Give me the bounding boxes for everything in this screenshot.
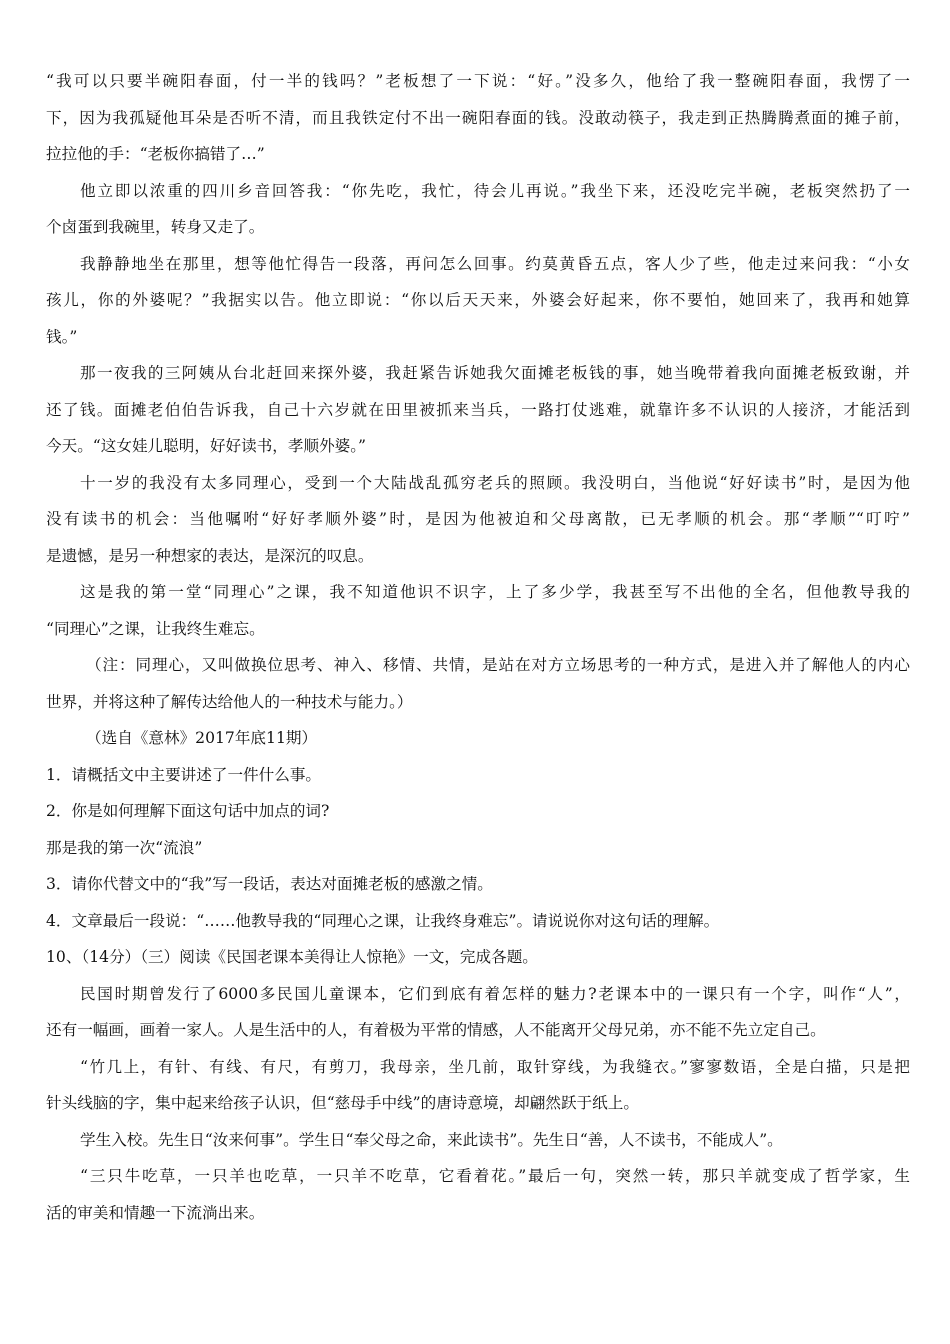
story-note	[46, 647, 910, 720]
text-line: 没有读书的机会：当他嘱咐“好好孝顺外婆”时，是因为他被迫和父母离散，已无孝顺的机会。那“孝顺”“叮咛”	[46, 510, 910, 528]
text-line: “我可以只要半碗阳春面，付一半的钱吗？”老板想了一下说：“好。”没多久，他给了我一整碗阳春面，我愣了一	[46, 72, 910, 90]
question-1: 1．请概括文中主要讲述了一件什么事。	[46, 765, 322, 784]
text-line: “三只牛吃草，一只羊也吃草，一只羊不吃草，它看着花。”最后一句，突然一转，那只羊就变成了哲学家，生	[80, 1167, 910, 1185]
source-citation: （选自《意林》2017年底11期）	[86, 729, 318, 747]
text-line: “竹几上，有针、有线、有尺，有剪刀，我母亲，坐几前，取针穿线，为我缝衣。”寥寥数语，全是白描，只是把	[80, 1057, 910, 1076]
article-paragraph-3	[46, 1122, 910, 1159]
article-paragraph-2	[46, 1049, 910, 1122]
text-line: （注：同理心，又叫做换位思考、神入、移情、共情，是站在对方立场思考的一种方式，是进入并了解他人的内心	[86, 656, 910, 674]
story-paragraph-5	[46, 465, 910, 575]
text-line: “同理心”之课，让我终生难忘。	[46, 619, 265, 638]
text-line: 孩儿，你的外婆呢？”我据实以告。他立即说：“你以后天天来，外婆会好起来，你不要怕，她回来了，我再和她算	[46, 291, 910, 309]
story-paragraph-6	[46, 574, 910, 647]
story-paragraph-3	[46, 246, 910, 356]
question-4: 4．文章最后一段说：“……他教导我的“同理心之课，让我终身难忘”。请说说你对这句话的理解。	[46, 911, 720, 930]
question-2: 2．你是如何理解下面这句话中加点的词?	[46, 802, 330, 820]
text-line: 这是我的第一堂“同理心”之课，我不知道他识不识字，上了多少学，我甚至写不出他的全名，但他教导我的	[80, 583, 910, 601]
text-line: 钱。”	[46, 327, 78, 346]
article-paragraph-4	[46, 1158, 910, 1231]
text-line: 学生入校。先生日“汝来何事”。学生日“奉父母之命，来此读书”。先生日“善，人不读书，不能成人”。	[80, 1130, 783, 1149]
text-line: 我静静地坐在那里，想等他忙得告一段落，再问怎么回事。约莫黄昏五点，客人少了些，他走过来问我：“小女	[80, 254, 910, 273]
question-2-quote: 那是我的第一次“流浪”	[46, 838, 203, 857]
question-3: 3．请你代替文中的“我”写一段话，表达对面摊老板的感激之情。	[46, 875, 493, 893]
text-line: 十一岁的我没有太多同理心，受到一个大陆战乱孤穷老兵的照顾。我没明白，当他说“好好读书”时，是因为他	[80, 473, 910, 492]
text-line: 还了钱。面摊老伯伯告诉我，自己十六岁就在田里被抓来当兵，一路打仗逃难，就靠许多不认识的人接济，才能活到	[46, 400, 910, 419]
text-line: 那一夜我的三阿姨从台北赶回来探外婆，我赶紧告诉她我欠面摊老板钱的事，她当晚带着我向面摊老板致谢，并	[80, 364, 910, 382]
text-line: 下，因为我孤疑他耳朵是否听不清，而且我铁定付不出一碗阳春面的钱。没敢动筷子，我走到正热腾腾煮面的摊子前，	[46, 108, 910, 127]
text-line: 民国时期曾发行了6000多民国儿童课本，它们到底有着怎样的魅力?老课本中的一课只有一个字，叫作“人”，	[80, 984, 910, 1003]
question-list	[46, 757, 910, 940]
text-line: 还有一幅画，画着一家人。人是生活中的人，有着极为平常的情感，人不能离开父母兄弟，亦不能不先立定自己。	[46, 1021, 826, 1039]
story-paragraph-1	[46, 63, 910, 173]
text-line: 是遗憾，是另一种想家的表达，是深沉的叹息。	[46, 546, 374, 565]
story-paragraph-2	[46, 173, 910, 246]
text-line: 今天。“这女娃儿聪明，好好读书，孝顺外婆。”	[46, 437, 367, 455]
text-line: 他立即以浓重的四川乡音回答我：“你先吃，我忙，待会儿再说。”我坐下来，还没吃完半碗，老板突然扔了一	[80, 181, 910, 200]
text-line: 活的审美和情趣一下流淌出来。	[46, 1203, 265, 1222]
text-line: 世界，并将这种了解传达给他人的一种技术与能力。）	[46, 692, 413, 711]
text-line: 个卤蛋到我碗里，转身又走了。	[46, 218, 265, 236]
article-paragraph-1	[46, 976, 910, 1049]
section-10-heading: 10、（14分）（三）阅读《民国老课本美得让人惊艳》一文，完成各题。	[46, 948, 538, 966]
text-line: 针头线脑的字，集中起来给孩子认识，但“慈母手中线”的唐诗意境，却翩然跃于纸上。	[46, 1094, 639, 1112]
text-line: 拉拉他的手：“老板你搞错了…”	[46, 145, 265, 163]
story-paragraph-4	[46, 355, 910, 465]
